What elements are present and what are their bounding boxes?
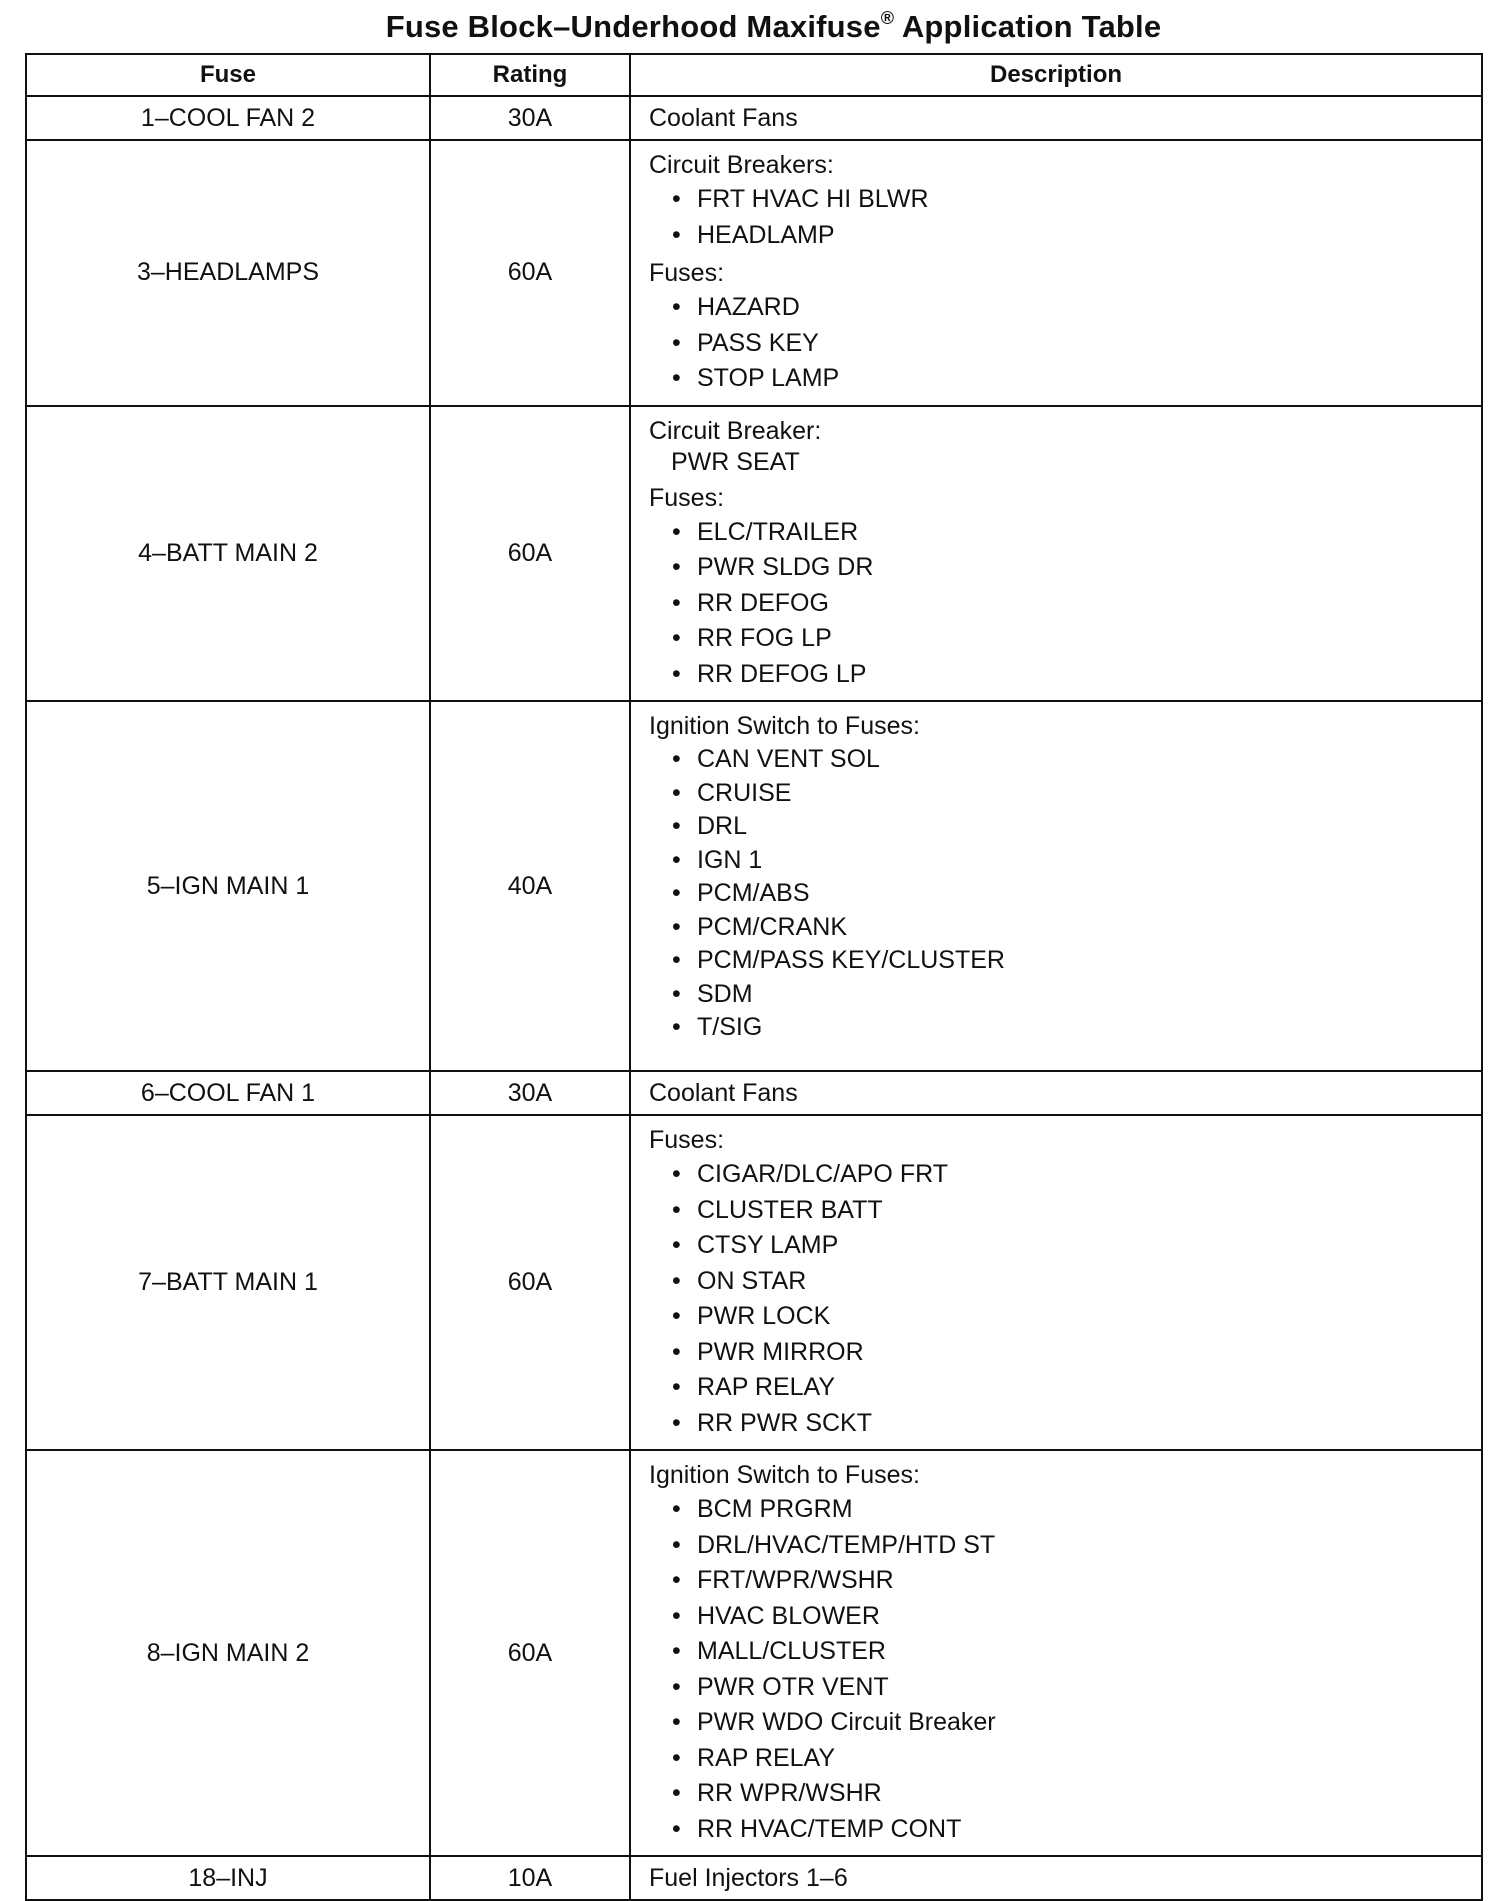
bullet-list [649, 182, 1463, 253]
description-cell: Fuel Injectors 1–6 [630, 1856, 1482, 1900]
list-item: • SDM [649, 978, 1463, 1012]
list-item: • STOP LAMP [649, 361, 1463, 397]
list-item: • PCM/PASS KEY/CLUSTER [649, 944, 1463, 978]
list-item: • BCM PRGRM [649, 1492, 1463, 1528]
list-item: • DRL/HVAC/TEMP/HTD ST [649, 1528, 1463, 1564]
list-item: • RAP RELAY [649, 1370, 1463, 1406]
description-cell [630, 140, 1482, 406]
rating-cell: 30A [430, 1071, 630, 1115]
list-item: • PASS KEY [649, 326, 1463, 362]
list-item: • RR HVAC/TEMP CONT [649, 1812, 1463, 1848]
bullet-list [649, 1157, 1463, 1441]
table-row [26, 1071, 1482, 1115]
list-item: • CTSY LAMP [649, 1228, 1463, 1264]
list-item: • CRUISE [649, 777, 1463, 811]
list-item: • HEADLAMP [649, 218, 1463, 254]
bullet-list [649, 1492, 1463, 1847]
page-title [0, 8, 1504, 45]
title-text: Fuse Block–Underhood Maxifuse [385, 9, 881, 44]
list-item: • PWR OTR VENT [649, 1670, 1463, 1706]
group-heading: Circuit Breakers: [649, 151, 834, 179]
list-item: • ON STAR [649, 1264, 1463, 1300]
table-row [26, 1115, 1482, 1450]
fuse-cell: 7–BATT MAIN 1 [26, 1115, 430, 1450]
group-heading: Fuses: [649, 483, 725, 512]
fuse-cell: 6–COOL FAN 1 [26, 1071, 430, 1115]
title-suffix: Application Table [894, 9, 1162, 44]
rating-cell: 60A [430, 1450, 630, 1856]
table-row [26, 406, 1482, 702]
table-row [26, 1450, 1482, 1856]
list-item: • CLUSTER BATT [649, 1193, 1463, 1229]
list-item: • RR FOG LP [649, 621, 1463, 657]
rating-cell: 10A [430, 1856, 630, 1900]
list-item: • RR DEFOG [649, 586, 1463, 622]
rating-cell: 60A [430, 140, 630, 406]
table-row [26, 701, 1482, 1071]
group-heading: Fuses: [649, 1126, 725, 1154]
list-item: • PWR SLDG DR [649, 550, 1463, 586]
table-row [26, 140, 1482, 406]
bullet-list [649, 290, 1463, 397]
column-header-description: Description [630, 54, 1482, 96]
list-item: • RR PWR SCKT [649, 1406, 1463, 1442]
list-item: • RR WPR/WSHR [649, 1776, 1463, 1812]
list-item: • PWR LOCK [649, 1299, 1463, 1335]
list-item: • HVAC BLOWER [649, 1599, 1463, 1635]
list-item: • FRT/WPR/WSHR [649, 1563, 1463, 1599]
plain-item: PWR SEAT [671, 447, 800, 476]
list-item: • ELC/TRAILER [649, 515, 1463, 551]
group-heading: Ignition Switch to Fuses: [649, 1461, 920, 1489]
header-row [26, 54, 1482, 96]
list-item: • CAN VENT SOL [649, 743, 1463, 777]
description-cell: Coolant Fans [630, 1071, 1482, 1115]
list-item: • HAZARD [649, 290, 1463, 326]
table-row [26, 96, 1482, 140]
group-heading: Fuses: [649, 259, 725, 287]
group-heading: Ignition Switch to Fuses: [649, 712, 920, 740]
list-item: • PCM/CRANK [649, 911, 1463, 945]
list-item: • IGN 1 [649, 844, 1463, 878]
list-item: • RR DEFOG LP [649, 657, 1463, 693]
fuse-application-table [25, 53, 1483, 1901]
registered-mark: ® [880, 8, 895, 28]
list-item: • PCM/ABS [649, 877, 1463, 911]
rating-cell: 60A [430, 406, 630, 702]
list-item: • RAP RELAY [649, 1741, 1463, 1777]
group-heading: Circuit Breaker: [649, 416, 822, 445]
list-item: • PWR WDO Circuit Breaker [649, 1705, 1463, 1741]
table-row [26, 1856, 1482, 1900]
description-cell [630, 1115, 1482, 1450]
list-item: • CIGAR/DLC/APO FRT [649, 1157, 1463, 1193]
column-header-rating: Rating [430, 54, 630, 96]
fuse-cell: 1–COOL FAN 2 [26, 96, 430, 140]
fuse-cell: 8–IGN MAIN 2 [26, 1450, 430, 1856]
list-item: • FRT HVAC HI BLWR [649, 182, 1463, 218]
list-item: • PWR MIRROR [649, 1335, 1463, 1371]
list-item: • T/SIG [649, 1011, 1463, 1045]
column-header-fuse: Fuse [26, 54, 430, 96]
fuse-cell: 5–IGN MAIN 1 [26, 701, 430, 1071]
rating-cell: 30A [430, 96, 630, 140]
bullet-list [649, 515, 1463, 693]
list-item: • MALL/CLUSTER [649, 1634, 1463, 1670]
list-item: • DRL [649, 810, 1463, 844]
fuse-cell: 4–BATT MAIN 2 [26, 406, 430, 702]
description-cell [630, 701, 1482, 1071]
description-cell [630, 1450, 1482, 1856]
bullet-list [649, 743, 1463, 1045]
fuse-cell: 18–INJ [26, 1856, 430, 1900]
description-cell: Coolant Fans [630, 96, 1482, 140]
rating-cell: 40A [430, 701, 630, 1071]
fuse-cell: 3–HEADLAMPS [26, 140, 430, 406]
rating-cell: 60A [430, 1115, 630, 1450]
description-cell [630, 406, 1482, 702]
